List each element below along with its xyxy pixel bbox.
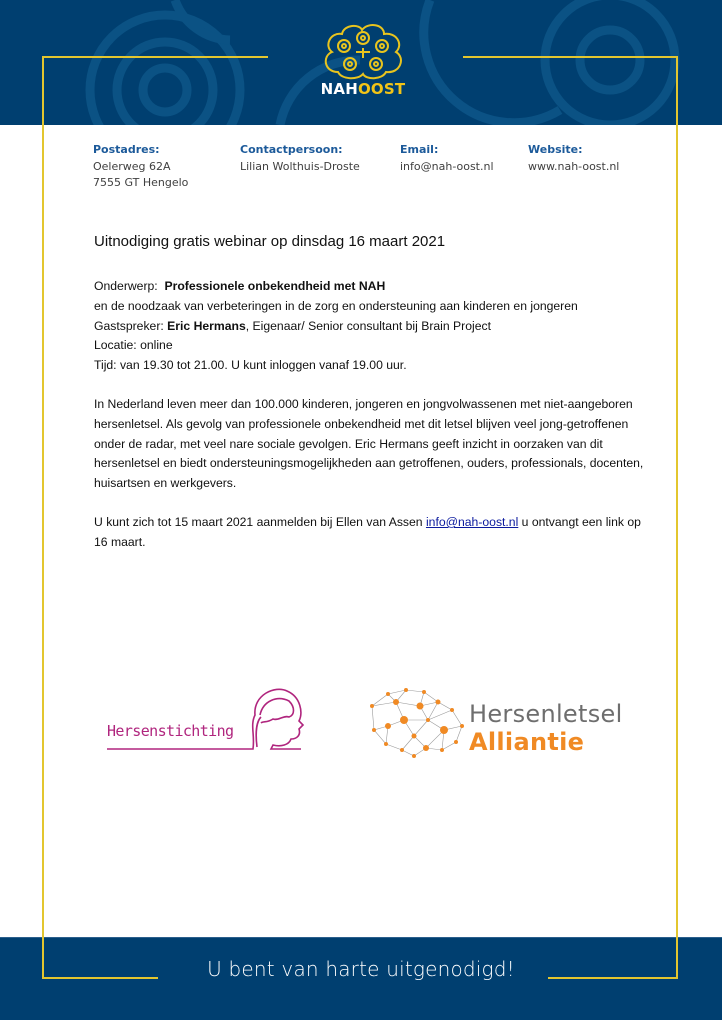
brand-part-oost: OOST <box>357 80 406 98</box>
frame-top-right <box>463 56 678 58</box>
nah-oost-logo <box>318 22 408 102</box>
tijd-line: Tijd: van 19.30 tot 21.00. U kunt inloggen vanaf 19.00 uur. <box>94 358 407 373</box>
contactpersoon-label: Contactpersoon: <box>240 143 343 156</box>
frame-top-left <box>42 56 268 58</box>
brain-maze-icon <box>318 22 408 80</box>
frame-left <box>42 56 44 978</box>
brand-part-nah: NAH <box>320 80 358 98</box>
event-details <box>94 277 578 376</box>
paragraph-line: In Nederland leven meer dan 100.000 kinderen, jongeren en jongvolwassenen met niet-aangeboren <box>94 397 633 411</box>
letter-title: Uitnodiging gratis webinar op dinsdag 16 maart 2021 <box>94 233 446 250</box>
signup-after: u ontvangt een link op <box>518 515 641 529</box>
contact-website <box>528 142 619 175</box>
website-value[interactable]: www.nah-oost.nl <box>528 159 620 173</box>
signup-line2: 16 maart. <box>94 534 146 549</box>
onderwerp-value: Professionele onbekendheid met NAH <box>164 279 386 293</box>
onderwerp-line2: en de noodzaak van verbeteringen in de zorg en ondersteuning aan kinderen en jongeren <box>94 298 578 313</box>
postadres-label: Postadres: <box>93 143 160 156</box>
paragraph-line: hersenletsel. Als gevolg van professionele onbekendheid met dit letsel blijven veel jong-getroffenen <box>94 416 629 431</box>
signup-paragraph <box>94 513 641 553</box>
onderwerp-line <box>94 277 578 297</box>
gastspreker-rest: , Eigenaar/ Senior consultant bij Brain Project <box>245 318 491 333</box>
alliantie-word2: Alliantie <box>469 728 585 756</box>
gastspreker-line <box>94 317 578 337</box>
paragraph-line: onder de radar, met veel nare sociale gevolgen. Eric Hermans geeft inzicht in oorzaken van dit <box>94 436 603 451</box>
brain-network-icon <box>366 686 471 766</box>
paragraph-line: huisartsen en werkgevers. <box>94 476 237 491</box>
footer-invitation-text: U bent van harte uitgenodigd! <box>207 957 515 981</box>
alliantie-word1: Hersenletsel <box>469 700 623 728</box>
contact-postadres <box>93 142 188 192</box>
intro-paragraph <box>94 395 643 494</box>
hersenstichting-wordmark: Hersenstichting <box>107 722 234 740</box>
signup-line1 <box>94 513 641 533</box>
contact-contactpersoon <box>240 142 360 175</box>
head-profile-icon <box>105 685 305 755</box>
onderwerp-label: Onderwerp: <box>94 279 158 293</box>
website-label: Website: <box>528 143 583 156</box>
postadres-line2: 7555 GT Hengelo <box>93 176 189 189</box>
gastspreker-label: Gastspreker: <box>94 318 164 333</box>
signup-before: U kunt zich tot 15 maart 2021 aanmelden bij Ellen van Assen <box>94 515 426 529</box>
signup-email-link[interactable]: info@nah-oost.nl <box>425 515 519 529</box>
brand-wordmark <box>318 80 408 98</box>
postadres-line1: Oelerweg 62A <box>93 159 171 173</box>
locatie-line: Locatie: online <box>94 338 173 353</box>
email-label: Email: <box>400 143 439 156</box>
paragraph-line: hersenletsel en biedt ondersteuningsmogelijkheden aan getroffenen, ouders, professionals, docenten, <box>94 456 644 471</box>
email-value[interactable]: info@nah-oost.nl <box>400 159 494 173</box>
frame-right <box>676 56 678 978</box>
gastspreker-name: Eric Hermans <box>167 318 246 333</box>
contactpersoon-value: Lilian Wolthuis-Droste <box>240 159 360 173</box>
contact-email <box>400 142 494 175</box>
